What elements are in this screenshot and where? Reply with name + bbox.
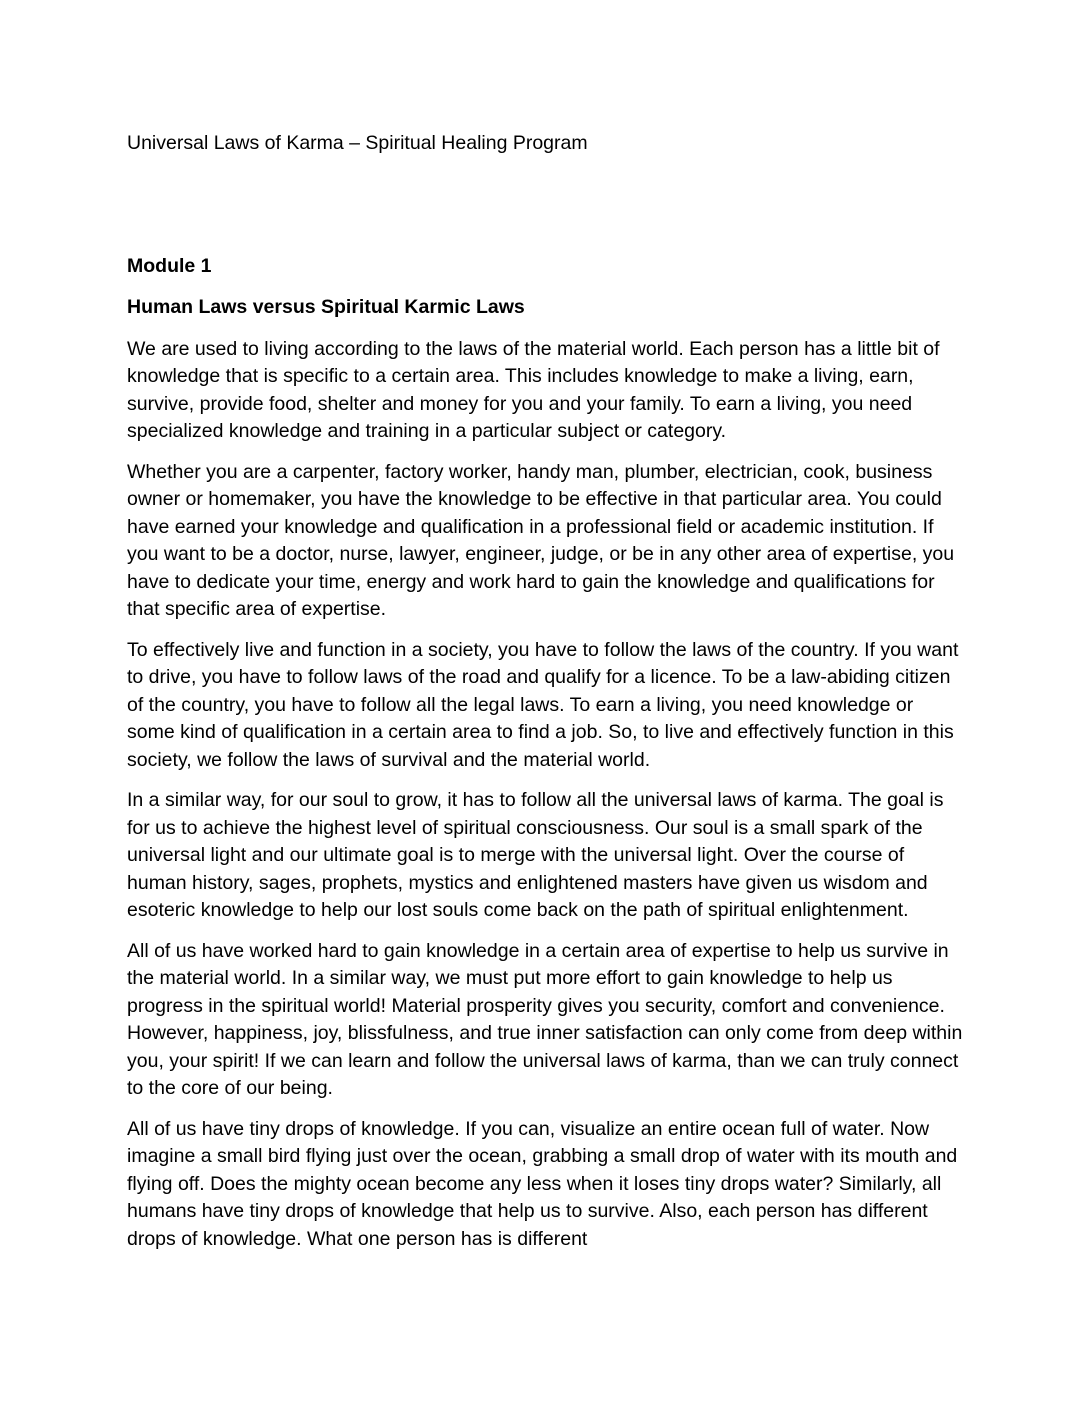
- module-heading: Module 1: [127, 254, 212, 277]
- paragraph: All of us have worked hard to gain knowledge in a certain area of expertise to help us survive in the material world. In a similar way, we must put more effort to gain knowledge to help us progress in the spiritual world! Material prosperity gives you security, comfort and convenience. However, happiness, joy, blissfulness, and true inner satisfaction can only come from deep within you, your spirit! If we can learn and follow the universal laws of karma, than we can truly connect to the core of our being.: [127, 939, 963, 1099]
- paragraph: We are used to living according to the laws of the material world. Each person has a little bit of knowledge that is specific to a certain area. This includes knowledge to make a living, earn, survive, provide food, shelter and money for you and your family. To earn a living, you need specialized knowledge and training in a particular subject or category.: [127, 337, 940, 442]
- paragraph: All of us have tiny drops of knowledge. If you can, visualize an entire ocean full of water. Now imagine a small bird flying just over the ocean, grabbing a small drop of water with its mouth and flying off. Does the mighty ocean become any less when it loses tiny drops water? Similarly, all humans have tiny drops of knowledge that help us to survive. Also, each person has different drops of knowledge. What one person has is different: [127, 1117, 958, 1250]
- paragraph: Whether you are a carpenter, factory worker, handy man, plumber, electrician, cook, business owner or homemaker, you have the knowledge to be effective in that particular area. You could have earned your knowledge and qualification in a professional field or academic institution. If you want to be a doctor, nurse, lawyer, engineer, judge, or be in any other area of expertise, you have to dedicate your time, energy and work hard to gain the knowledge and qualifications for that specific area of expertise.: [127, 460, 955, 620]
- document-title: Universal Laws of Karma – Spiritual Healing Program: [127, 132, 588, 154]
- paragraph: To effectively live and function in a society, you have to follow the laws of the country. If you want to drive, you have to follow laws of the road and qualify for a licence. To be a law-abiding citizen of the country, you have to follow all the legal laws. To earn a living, you need knowledge or some kind of qualification in a certain area to find a job. So, to live and effectively function in this society, we follow the laws of survival and the material world.: [127, 638, 959, 771]
- section-heading: Human Laws versus Spiritual Karmic Laws: [127, 296, 525, 318]
- document-content: [127, 130, 963, 1266]
- paragraph: In a similar way, for our soul to grow, it has to follow all the universal laws of karma. The goal is for us to achieve the highest level of spiritual consciousness. Our soul is a small spark of the universal light and our ultimate goal is to merge with the universal light. Over the course of human history, sages, prophets, mystics and enlightened masters have given us wisdom and esoteric knowledge to help our lost souls come back on the path of spiritual enlightenment.: [127, 789, 944, 921]
